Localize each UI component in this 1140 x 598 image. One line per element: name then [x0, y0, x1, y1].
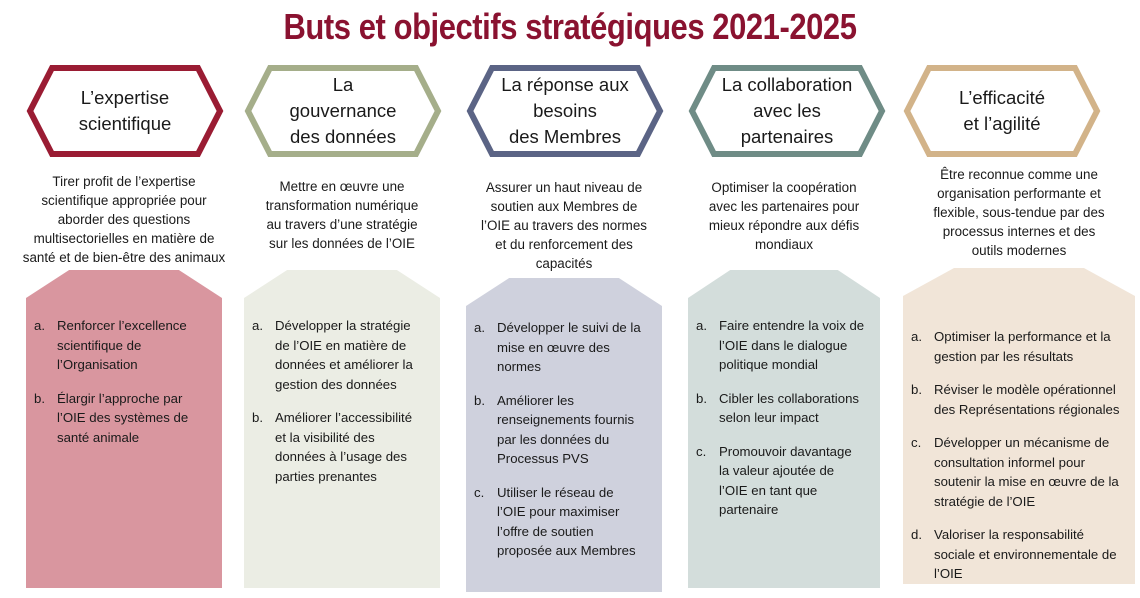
objectives-list: [696, 316, 872, 534]
objective-text-line: Développer la stratégie: [275, 318, 411, 333]
objective-text-line: politique mondial: [719, 357, 818, 372]
goal-description-line: Être reconnue comme une: [940, 167, 1098, 182]
objective-text-line: l’OIE des systèmes de: [57, 410, 189, 425]
objective-text-line: Cibler les collaborations: [719, 390, 860, 406]
objective-item: [474, 318, 654, 377]
objective-text-line: Processus PVS: [497, 451, 589, 466]
goal-heading-line: L’expertise: [80, 87, 170, 108]
objective-text-line: l’OIE: [934, 566, 963, 581]
objective-item: [252, 316, 432, 394]
objective-marker: c.: [911, 435, 922, 450]
goal-description-line: capacités: [535, 256, 593, 271]
objective-text-line: gestion par les résultats: [934, 348, 1074, 364]
objective-marker: b.: [474, 392, 485, 408]
objective-marker: a.: [34, 318, 45, 333]
objective-text-line: des Représentations régionales: [934, 401, 1120, 417]
objective-text-line: scientifique de: [57, 337, 142, 353]
objective-item: [34, 389, 214, 448]
objective-text-line: Optimiser la performance et la: [934, 329, 1111, 344]
objective-marker: a.: [252, 318, 263, 333]
goal-description-line: sur les données de l’OIE: [269, 236, 415, 251]
goal-heading-line: partenaires: [740, 126, 834, 147]
objective-text-line: normes: [497, 359, 541, 374]
goal-column-1: [22, 0, 226, 595]
goal-description-line: transformation numérique: [265, 198, 419, 213]
objective-marker: a.: [474, 320, 485, 335]
objective-item: [696, 316, 872, 375]
goal-description-line: mieux répondre aux défis: [708, 218, 860, 233]
goal-description: [16, 172, 232, 267]
objective-text-line: l’OIE pour maximiser: [497, 504, 620, 519]
goal-heading-line: scientifique: [78, 113, 172, 134]
goal-heading: [933, 64, 1071, 158]
goal-description-line: outils modernes: [971, 243, 1067, 258]
objective-text-line: Valoriser la responsabilité: [934, 527, 1085, 542]
objectives-list: [474, 318, 654, 575]
goal-description-line: organisation performante et: [937, 186, 1101, 201]
goal-description-line: avec les partenaires pour: [708, 199, 860, 214]
objective-marker: b.: [911, 382, 922, 397]
objectives-list: [911, 327, 1127, 598]
objective-text-line: Améliorer l’accessibilité: [275, 410, 413, 425]
goal-heading-line: des Membres: [508, 126, 622, 147]
goal-heading-line: des données: [290, 126, 396, 147]
objectives-panel: [26, 270, 222, 588]
objective-text-line: mise en œuvre des: [497, 339, 610, 355]
goal-heading-line: La collaboration: [721, 74, 853, 95]
goal-heading-line: La réponse aux: [501, 74, 629, 95]
objective-item: [911, 380, 1127, 419]
objectives-panel: [466, 278, 662, 592]
objectives-panel: [903, 268, 1135, 584]
goal-description-line: Mettre en œuvre une: [279, 179, 405, 194]
objectives-list: [34, 316, 214, 461]
goal-description-line: santé et de bien-être des animaux: [22, 250, 226, 265]
objective-text-line: Développer le suivi de la: [497, 320, 641, 335]
goal-description-line: soutien aux Membres de: [490, 199, 638, 214]
goal-description-line: flexible, sous-tendue par des: [933, 205, 1105, 220]
objective-text-line: gestion des données: [275, 376, 397, 392]
objective-text-line: Utiliser le réseau de: [497, 484, 614, 500]
goal-description-line: aborder des questions: [57, 212, 191, 227]
objective-item: [911, 525, 1127, 584]
goal-heading: [718, 64, 856, 158]
objective-text-line: stratégie de l’OIE: [934, 493, 1036, 509]
goal-heading-line: et l’agilité: [963, 113, 1041, 134]
objective-text-line: Développer un mécanisme de: [934, 435, 1110, 450]
objective-text-line: la valeur ajoutée de: [719, 463, 835, 478]
objective-text-line: Faire entendre la voix de: [719, 318, 865, 333]
goal-description-line: l’OIE au travers des normes: [481, 218, 647, 233]
goal-column-5: [903, 0, 1135, 595]
goal-column-2: [244, 0, 440, 595]
objective-text-line: santé animale: [57, 429, 140, 445]
goal-heading-line: avec les: [753, 100, 821, 121]
goal-description: [893, 165, 1140, 260]
objective-text-line: Élargir l’approche par: [57, 390, 183, 406]
goal-description: [456, 178, 672, 273]
objective-item: [474, 391, 654, 469]
objective-text-line: de l’OIE en matière de: [275, 337, 407, 353]
objective-marker: b.: [252, 410, 263, 425]
objective-text-line: partenaire: [719, 502, 779, 517]
objective-item: [474, 483, 654, 561]
objective-text-line: l’Organisation: [57, 357, 138, 372]
goal-description-line: Optimiser la coopération: [711, 180, 857, 195]
goal-hexagon: [688, 64, 886, 158]
goal-description: [234, 177, 450, 253]
goal-heading-line: besoins: [533, 100, 597, 121]
goal-description-line: Assurer un haut niveau de: [485, 180, 643, 195]
objective-item: [34, 316, 214, 375]
goal-column-3: [466, 0, 662, 595]
objective-marker: c.: [696, 443, 707, 459]
objective-item: [252, 408, 432, 486]
goal-heading: [274, 64, 412, 158]
objective-text-line: l’offre de soutien: [497, 523, 594, 539]
objective-text-line: Renforcer l’excellence: [57, 318, 187, 333]
objective-text-line: Promouvoir davantage: [719, 443, 852, 459]
goal-hexagon: [903, 64, 1101, 158]
goal-heading: [56, 64, 194, 158]
goal-description-line: au travers d’une stratégie: [266, 217, 418, 232]
objective-item: [696, 389, 872, 428]
objective-item: [696, 442, 872, 520]
objectives-list: [252, 316, 432, 500]
objective-text-line: soutenir la mise en œuvre de la: [934, 474, 1119, 489]
objective-text-line: renseignements fournis: [497, 412, 635, 427]
goal-column-4: [688, 0, 880, 595]
goal-hexagon: [26, 64, 224, 158]
objective-marker: a.: [696, 318, 707, 333]
objective-text-line: données à l’usage des: [275, 449, 407, 464]
objective-text-line: données et améliorer la: [275, 357, 413, 372]
objective-item: [911, 327, 1127, 366]
goal-description-line: scientifique appropriée pour: [41, 193, 207, 208]
page-title: Buts et objectifs stratégiques 2021-2025: [283, 6, 857, 47]
objective-text-line: Réviser le modèle opérationnel: [934, 382, 1116, 397]
goal-description-line: Tirer profit de l’expertise: [52, 174, 196, 189]
goal-description: [678, 178, 890, 254]
objective-text-line: l’OIE dans le dialogue: [719, 337, 848, 353]
objective-text-line: Améliorer les: [497, 392, 574, 408]
objective-text-line: selon leur impact: [719, 410, 819, 425]
goal-heading-line: L’efficacité: [958, 87, 1046, 108]
goal-heading-line: La: [332, 74, 354, 95]
goal-hexagon: [466, 64, 664, 158]
objective-text-line: par les données du: [497, 431, 610, 447]
objective-marker: a.: [911, 329, 922, 344]
goal-description-line: et du renforcement des: [495, 237, 633, 252]
goal-hexagon: [244, 64, 442, 158]
objective-text-line: l’OIE en tant que: [719, 482, 818, 498]
objective-text-line: proposée aux Membres: [497, 543, 636, 558]
goal-description-line: mondiaux: [754, 237, 814, 252]
goal-heading-line: gouvernance: [289, 100, 397, 121]
objective-text-line: parties prenantes: [275, 468, 377, 484]
objective-marker: c.: [474, 484, 485, 500]
objective-text-line: et la visibilité des: [275, 429, 375, 445]
objective-marker: b.: [696, 390, 707, 406]
objectives-panel: [244, 270, 440, 588]
goal-description-line: processus internes et des: [942, 224, 1096, 239]
objective-marker: b.: [34, 390, 45, 406]
objective-text-line: consultation informel pour: [934, 454, 1086, 470]
objectives-panel: [688, 270, 880, 588]
goal-heading: [496, 64, 634, 158]
objective-item: [911, 433, 1127, 511]
objective-text-line: sociale et environnementale de: [934, 546, 1117, 562]
goal-description-line: multisectorielles en matière de: [33, 231, 215, 246]
objective-marker: d.: [911, 527, 922, 542]
